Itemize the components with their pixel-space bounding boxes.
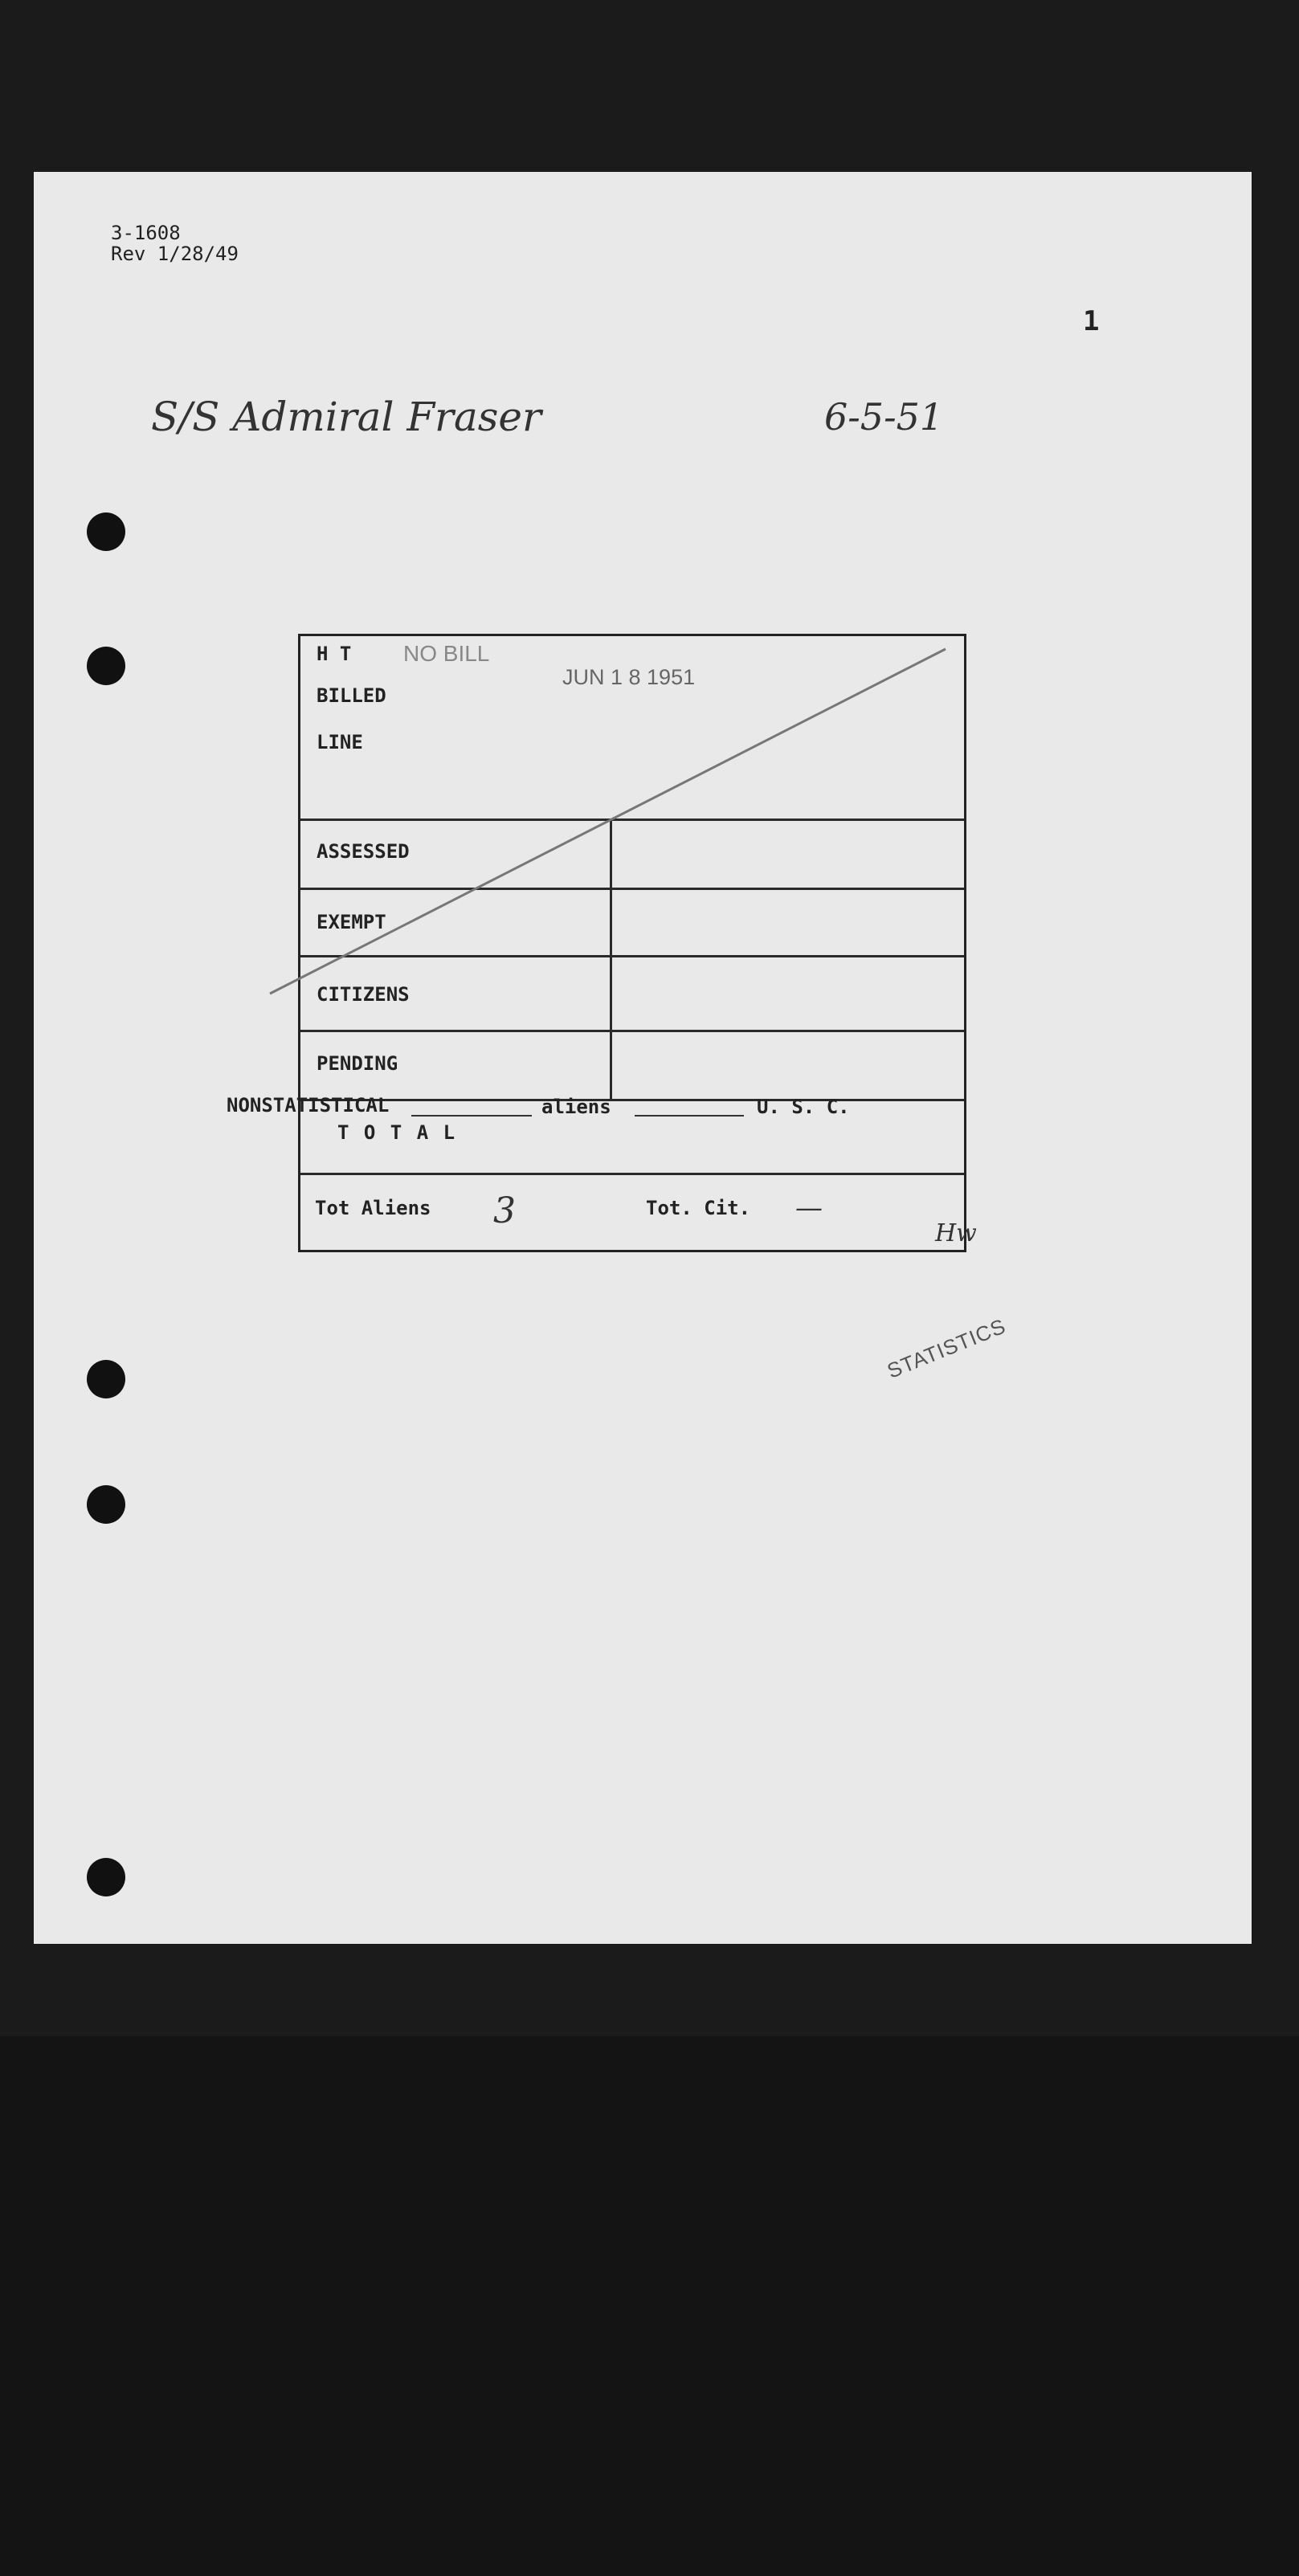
aliens-blank [635, 1115, 744, 1117]
form-page [34, 172, 1252, 1944]
label-aliens: aliens [541, 1096, 611, 1118]
clerk-initials: Hw [935, 1219, 977, 1247]
label-ht: H T [317, 643, 352, 665]
label-total: T O T A L [337, 1121, 457, 1144]
nonstatistical-blank [411, 1115, 532, 1117]
label-nonstatistical: NONSTATISTICAL [227, 1094, 390, 1117]
strike-line [270, 649, 946, 994]
label-pending: PENDING [317, 1052, 398, 1075]
label-tot-aliens: Tot Aliens [315, 1197, 431, 1219]
manifest-date: 6-5-51 [824, 395, 944, 439]
form-revision: Rev 1/28/49 [111, 243, 239, 265]
vessel-name: S/S Admiral Fraser [151, 394, 541, 440]
label-line: LINE [317, 731, 363, 753]
no-bill-stamp: NO BILL [403, 641, 490, 666]
label-usc: U. S. C. [757, 1096, 850, 1118]
received-date-stamp: JUN 1 8 1951 [562, 665, 696, 689]
scan-background-lower [0, 2036, 1299, 2576]
label-exempt: EXEMPT [317, 911, 386, 933]
statistics-stamp: STATISTICS [884, 1313, 1010, 1383]
label-billed: BILLED [317, 684, 386, 707]
form-number: 3-1608 [111, 222, 181, 244]
tot-cit-value: — [795, 1192, 823, 1224]
page-number: 1 [1083, 305, 1100, 337]
label-tot-cit: Tot. Cit. [646, 1197, 751, 1219]
label-assessed: ASSESSED [317, 840, 410, 863]
tot-aliens-value: 3 [493, 1190, 516, 1231]
label-citizens: CITIZENS [317, 983, 410, 1006]
strike-through-line [34, 172, 1252, 1944]
